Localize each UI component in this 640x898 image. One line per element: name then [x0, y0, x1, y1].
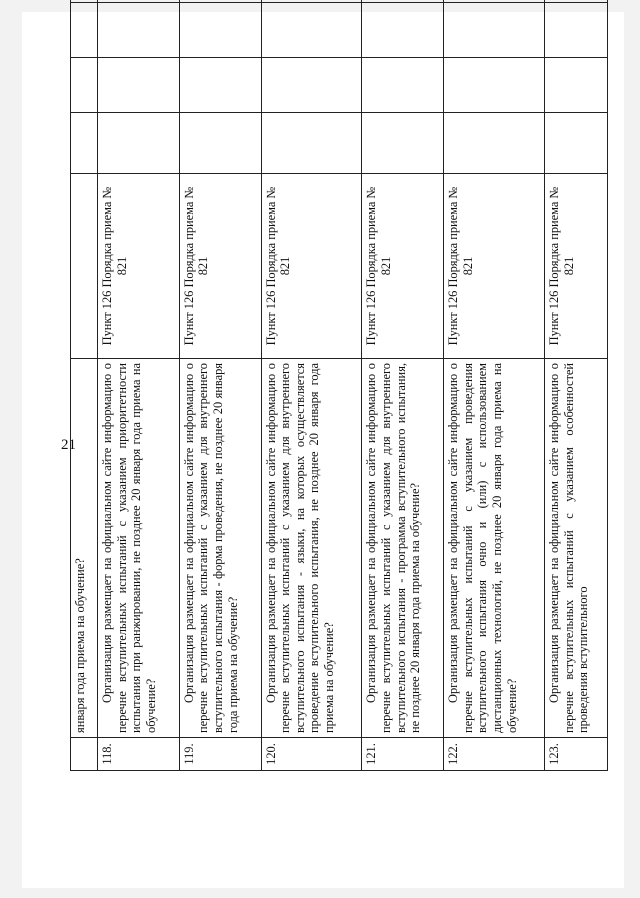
- table-cell-reference: [71, 174, 98, 359]
- continuation-text: января года приема на обучение?: [71, 359, 98, 738]
- table-cell-blank: [261, 113, 362, 174]
- table-cell-blank: [444, 58, 545, 113]
- table-cell-num: [71, 738, 98, 771]
- table-cell-blank: [179, 58, 261, 113]
- table-cell-blank: [261, 58, 362, 113]
- table-cell-blank: [98, 58, 180, 113]
- legal-reference: Пункт 126 Порядка приема № 821: [98, 174, 180, 359]
- question-text: [544, 359, 607, 738]
- question-paragraph: Организация размещает на официальном сайте информацию о перечне вступительных испытаний с указанием для внутреннего вступительного испытания - форма проведения, не позднее 20 января года приема на обучение?: [181, 363, 240, 733]
- legal-reference: Пункт 126 Порядка приема № 821: [362, 174, 444, 359]
- table-cell-blank: [71, 113, 98, 174]
- table-cell-blank: [544, 58, 607, 113]
- table-row: [261, 0, 362, 771]
- table-row: [544, 0, 607, 771]
- legal-reference: Пункт 126 Порядка приема № 821: [444, 174, 545, 359]
- legal-reference: Пункт 126 Порядка приема № 821: [179, 174, 261, 359]
- question-paragraph: Организация размещает на официальном сайте информацию о перечне вступительных испытаний с указанием приоритетности испытания при ранжировании, не позднее 20 января года приема на обучение?: [100, 363, 158, 733]
- row-number: 119.: [179, 738, 261, 771]
- checklist-table: [70, 0, 608, 771]
- table-cell-blank: [179, 3, 261, 58]
- question-paragraph: Организация размещает на официальном сайте информацию о перечне вступительных испытаний с указанием особенностей проведения вступительного: [546, 363, 591, 733]
- table-row: [98, 0, 180, 771]
- table-cell-blank: [444, 113, 545, 174]
- table-cell-blank: [98, 113, 180, 174]
- table-row: [179, 0, 261, 771]
- table-cell-blank: [444, 3, 545, 58]
- question-paragraph: Организация размещает на официальном сайте информацию о перечне вступительных испытаний с указанием для внутреннего вступительного испытания - программа вступительного испытания, не позднее 20 января года приема на обучение?: [364, 363, 423, 733]
- question-paragraph: Организация размещает на официальном сайте информацию о перечне вступительных испытаний с указанием проведения вступительного испытания очно и (или) с использованием дистанционных технологий, не позднее 20 января года приема на обучение?: [446, 363, 519, 733]
- row-number: 118.: [98, 738, 180, 771]
- question-text: [179, 359, 261, 738]
- table-cell-blank: [544, 0, 607, 3]
- question-text: [98, 359, 180, 738]
- table-cell-blank: [544, 113, 607, 174]
- table-cell-blank: [362, 58, 444, 113]
- question-text: [261, 359, 362, 738]
- table-cell-blank: [179, 113, 261, 174]
- question-text: [444, 359, 545, 738]
- row-number: 123.: [544, 738, 607, 771]
- continuation-row: [71, 0, 98, 771]
- row-number: 120.: [261, 738, 362, 771]
- table-cell-blank: [261, 3, 362, 58]
- table-cell-blank: [71, 58, 98, 113]
- table-cell-blank: [362, 0, 444, 3]
- table-cell-blank: [71, 3, 98, 58]
- page-number: 21: [61, 437, 76, 453]
- table-row: [362, 0, 444, 771]
- row-number: 121.: [362, 738, 444, 771]
- table-cell-blank: [362, 3, 444, 58]
- row-number: 122.: [444, 738, 545, 771]
- legal-reference: Пункт 126 Порядка приема № 821: [544, 174, 607, 359]
- legal-reference: Пункт 126 Порядка приема № 821: [261, 174, 362, 359]
- question-paragraph: Организация размещает на официальном сайте информацию о перечне вступительных испытаний с указанием для внутреннего вступительного испытания - языки, на которых осуществляется проведение вступительного испытания, не позднее 20 января года приема на обучение?: [263, 363, 337, 733]
- table-cell-blank: [261, 0, 362, 3]
- table-cell-blank: [179, 0, 261, 3]
- question-text: [362, 359, 444, 738]
- table-cell-blank: [362, 113, 444, 174]
- table-cell-blank: [71, 0, 98, 3]
- table-row: [444, 0, 545, 771]
- table-cell-blank: [98, 0, 180, 3]
- table-cell-blank: [444, 0, 545, 3]
- table-cell-blank: [544, 3, 607, 58]
- table-cell-blank: [98, 3, 180, 58]
- rotated-table-wrapper: [70, 0, 608, 771]
